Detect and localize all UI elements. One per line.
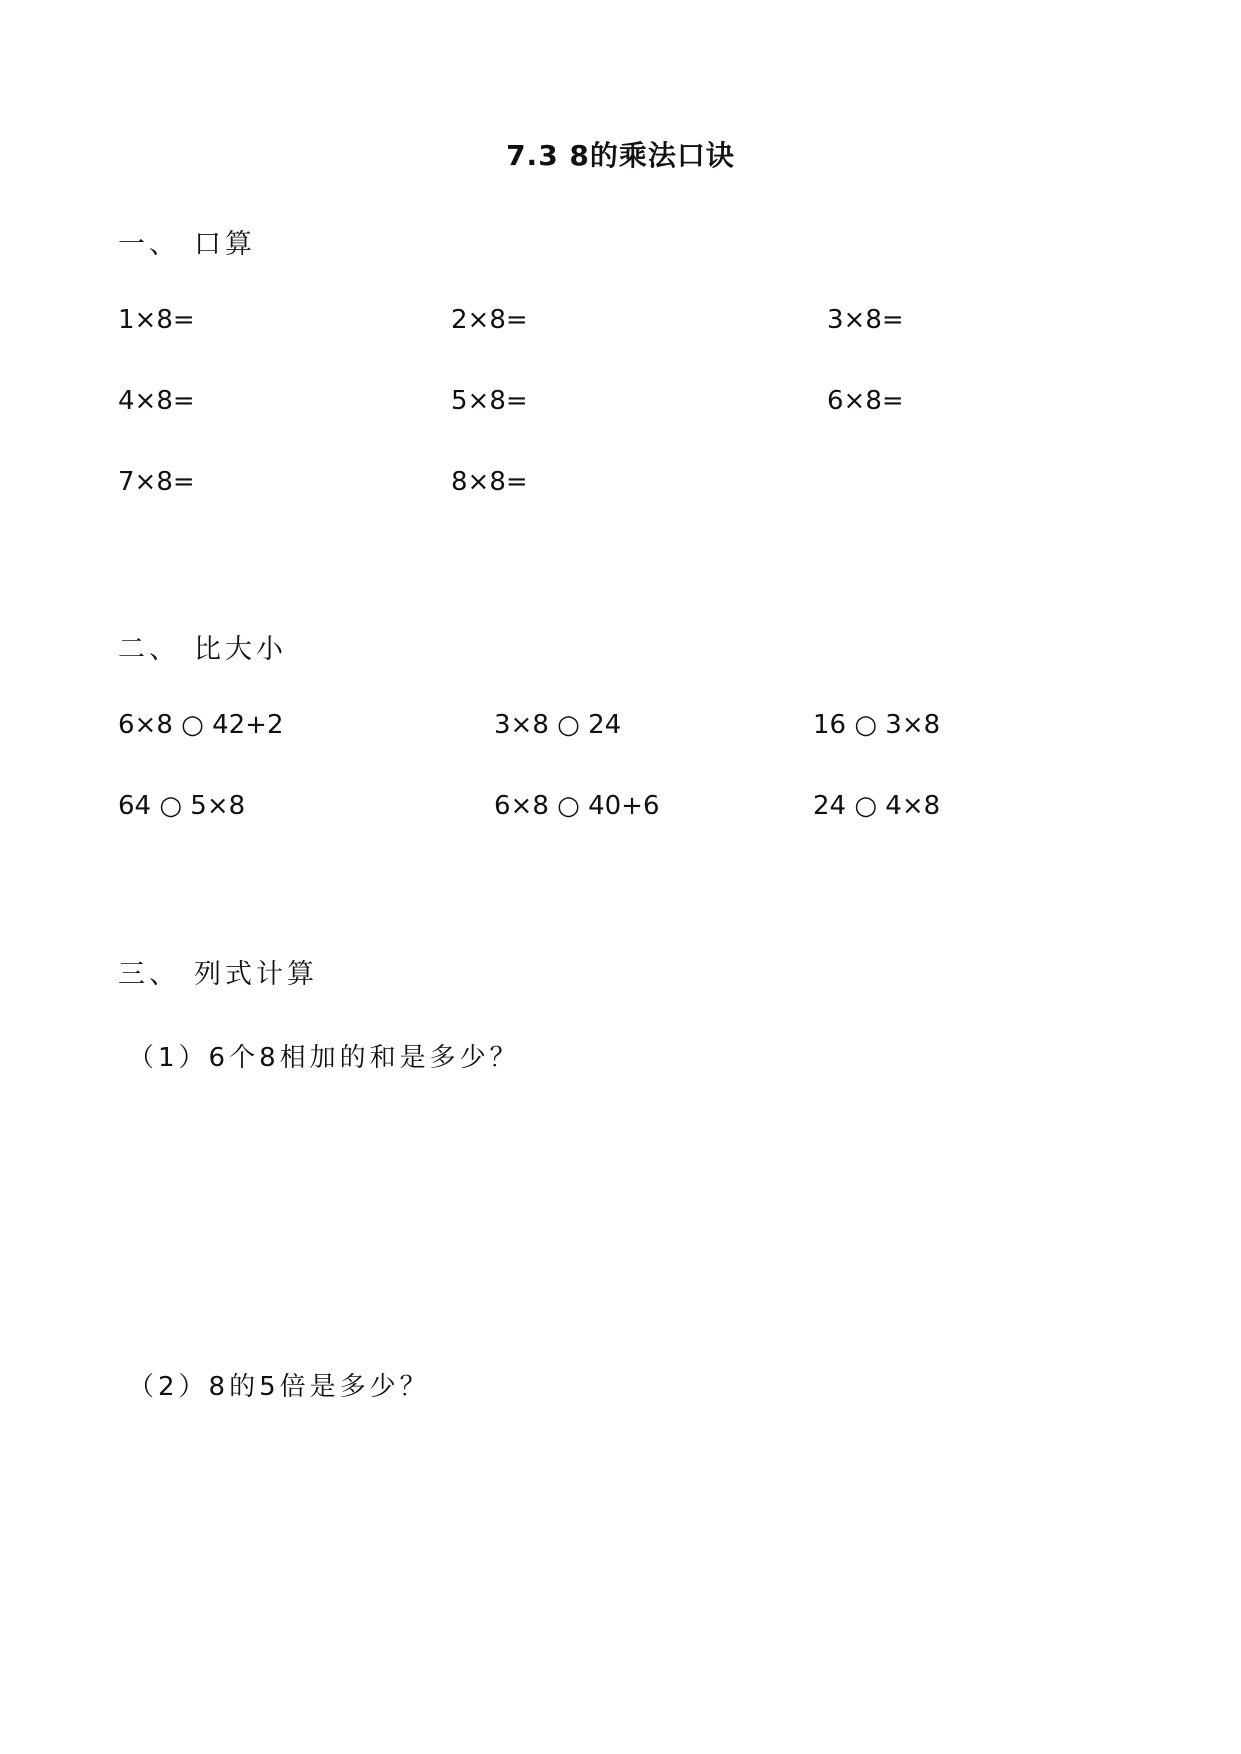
- section-heading-oral-calc: [118, 222, 256, 261]
- section-label: 口算: [194, 229, 256, 260]
- section-number: 二、: [118, 634, 180, 665]
- compare-item: 6×8 ○ 40+6: [494, 791, 660, 821]
- section-number: 一、: [118, 229, 180, 260]
- compare-item: 24 ○ 4×8: [813, 791, 941, 821]
- question-2: （2）8的5倍是多少？: [128, 1372, 430, 1402]
- oral-calc-item: 1×8=: [118, 305, 195, 335]
- compare-item: 6×8 ○ 42+2: [118, 710, 284, 740]
- oral-calc-item: 6×8=: [827, 386, 904, 416]
- section-label: 列式计算: [194, 959, 318, 990]
- compare-item: 3×8 ○ 24: [494, 710, 622, 740]
- section-label: 比大小: [194, 634, 287, 665]
- oral-calc-item: 3×8=: [827, 305, 904, 335]
- section-heading-word-problems: [118, 952, 318, 991]
- compare-item: 64 ○ 5×8: [118, 791, 246, 821]
- oral-calc-item: 4×8=: [118, 386, 195, 416]
- oral-calc-item: 8×8=: [451, 467, 528, 497]
- oral-calc-item: 2×8=: [451, 305, 528, 335]
- question-1: （1）6个8相加的和是多少？: [128, 1043, 520, 1073]
- oral-calc-item: 5×8=: [451, 386, 528, 416]
- compare-item: 16 ○ 3×8: [813, 710, 941, 740]
- section-heading-compare: [118, 627, 287, 666]
- oral-calc-item: 7×8=: [118, 467, 195, 497]
- page-title: 7.3 8的乘法口诀: [506, 139, 735, 172]
- section-number: 三、: [118, 959, 180, 990]
